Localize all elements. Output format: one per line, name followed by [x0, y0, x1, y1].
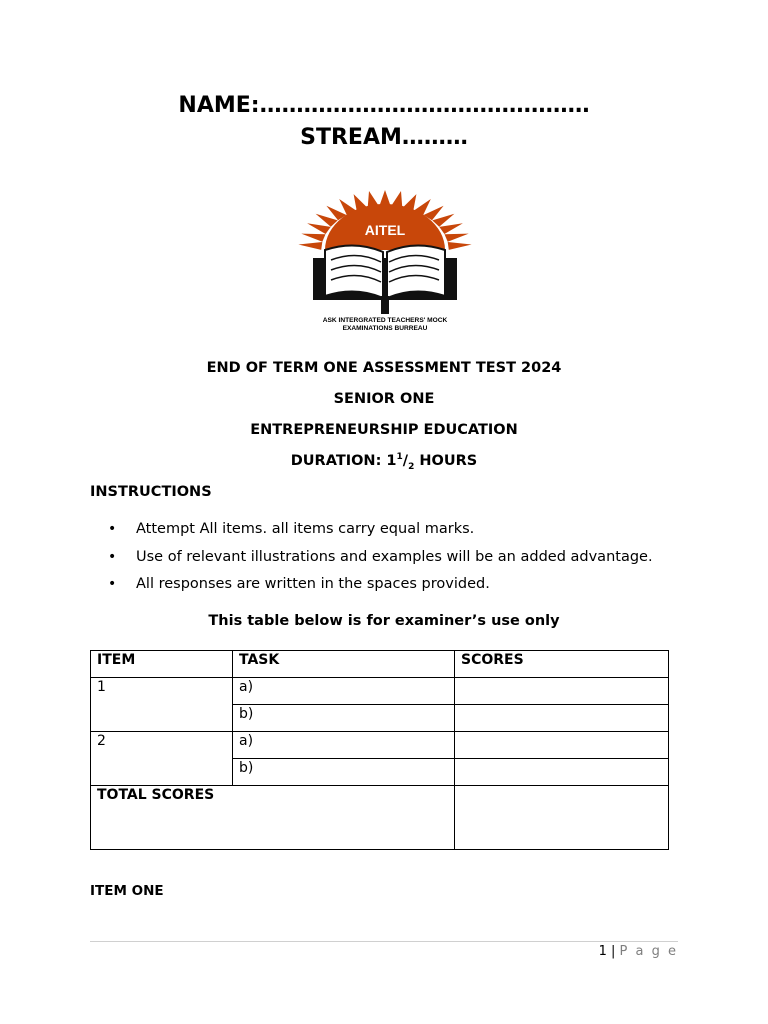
aitel-logo — [285, 188, 485, 333]
logo-caption-line1: ASK INTERGRATED TEACHERS' MOCK — [322, 317, 448, 324]
page-number: 1 — [598, 944, 607, 959]
score-cell — [455, 732, 669, 759]
exam-title: END OF TERM ONE ASSESSMENT TEST 2024 — [206, 360, 562, 376]
total-label: TOTAL SCORES — [91, 786, 455, 850]
table-header-row — [91, 651, 669, 678]
score-cell — [455, 705, 669, 732]
logo-caption-line2: EXAMINATIONS BURREAU — [342, 325, 428, 332]
header-scores: SCORES — [455, 651, 669, 678]
stream-field-line: STREAM……… — [300, 125, 468, 150]
header-task: TASK — [233, 651, 455, 678]
task-cell: b) — [233, 759, 455, 786]
table-caption: This table below is for examiner’s use only — [208, 613, 560, 629]
section-heading: ITEM ONE — [90, 883, 164, 899]
bullet-icon: • — [108, 521, 117, 537]
table-row — [91, 732, 669, 759]
score-cell — [455, 759, 669, 786]
table-row — [91, 678, 669, 705]
class-title: SENIOR ONE — [333, 391, 435, 407]
list-item: • Attempt All items. all items carry equal marks. — [108, 521, 475, 537]
score-cell — [455, 678, 669, 705]
header-item: ITEM — [91, 651, 233, 678]
subject-title: ENTREPRENEURSHIP EDUCATION — [250, 422, 518, 438]
name-field-line: NAME:……………………………………… — [178, 93, 590, 118]
footer-separator: | — [611, 944, 616, 959]
total-row — [91, 786, 669, 850]
bullet-icon: • — [108, 548, 117, 565]
total-score-cell — [455, 786, 669, 850]
page-label: P a g e — [619, 944, 678, 959]
examiner-score-table — [90, 650, 669, 850]
task-cell: a) — [233, 678, 455, 705]
task-cell: b) — [233, 705, 455, 732]
logo-title: AITEL — [364, 222, 406, 238]
list-item: • Use of relevant illustrations and examples will be an added advantage. — [108, 548, 653, 565]
list-item: • All responses are written in the spaces provided. — [108, 576, 490, 592]
instructions-heading: INSTRUCTIONS — [90, 484, 212, 500]
footer-divider — [90, 941, 678, 942]
item-cell: 1 — [91, 678, 233, 732]
bullet-icon: • — [108, 576, 117, 592]
item-cell: 2 — [91, 732, 233, 786]
page-footer — [599, 944, 678, 959]
instructions-list — [108, 520, 708, 603]
task-cell: a) — [233, 732, 455, 759]
duration-line: DURATION: $1^1/_2$ HOURS — [290, 452, 478, 472]
open-book-icon — [313, 245, 457, 314]
